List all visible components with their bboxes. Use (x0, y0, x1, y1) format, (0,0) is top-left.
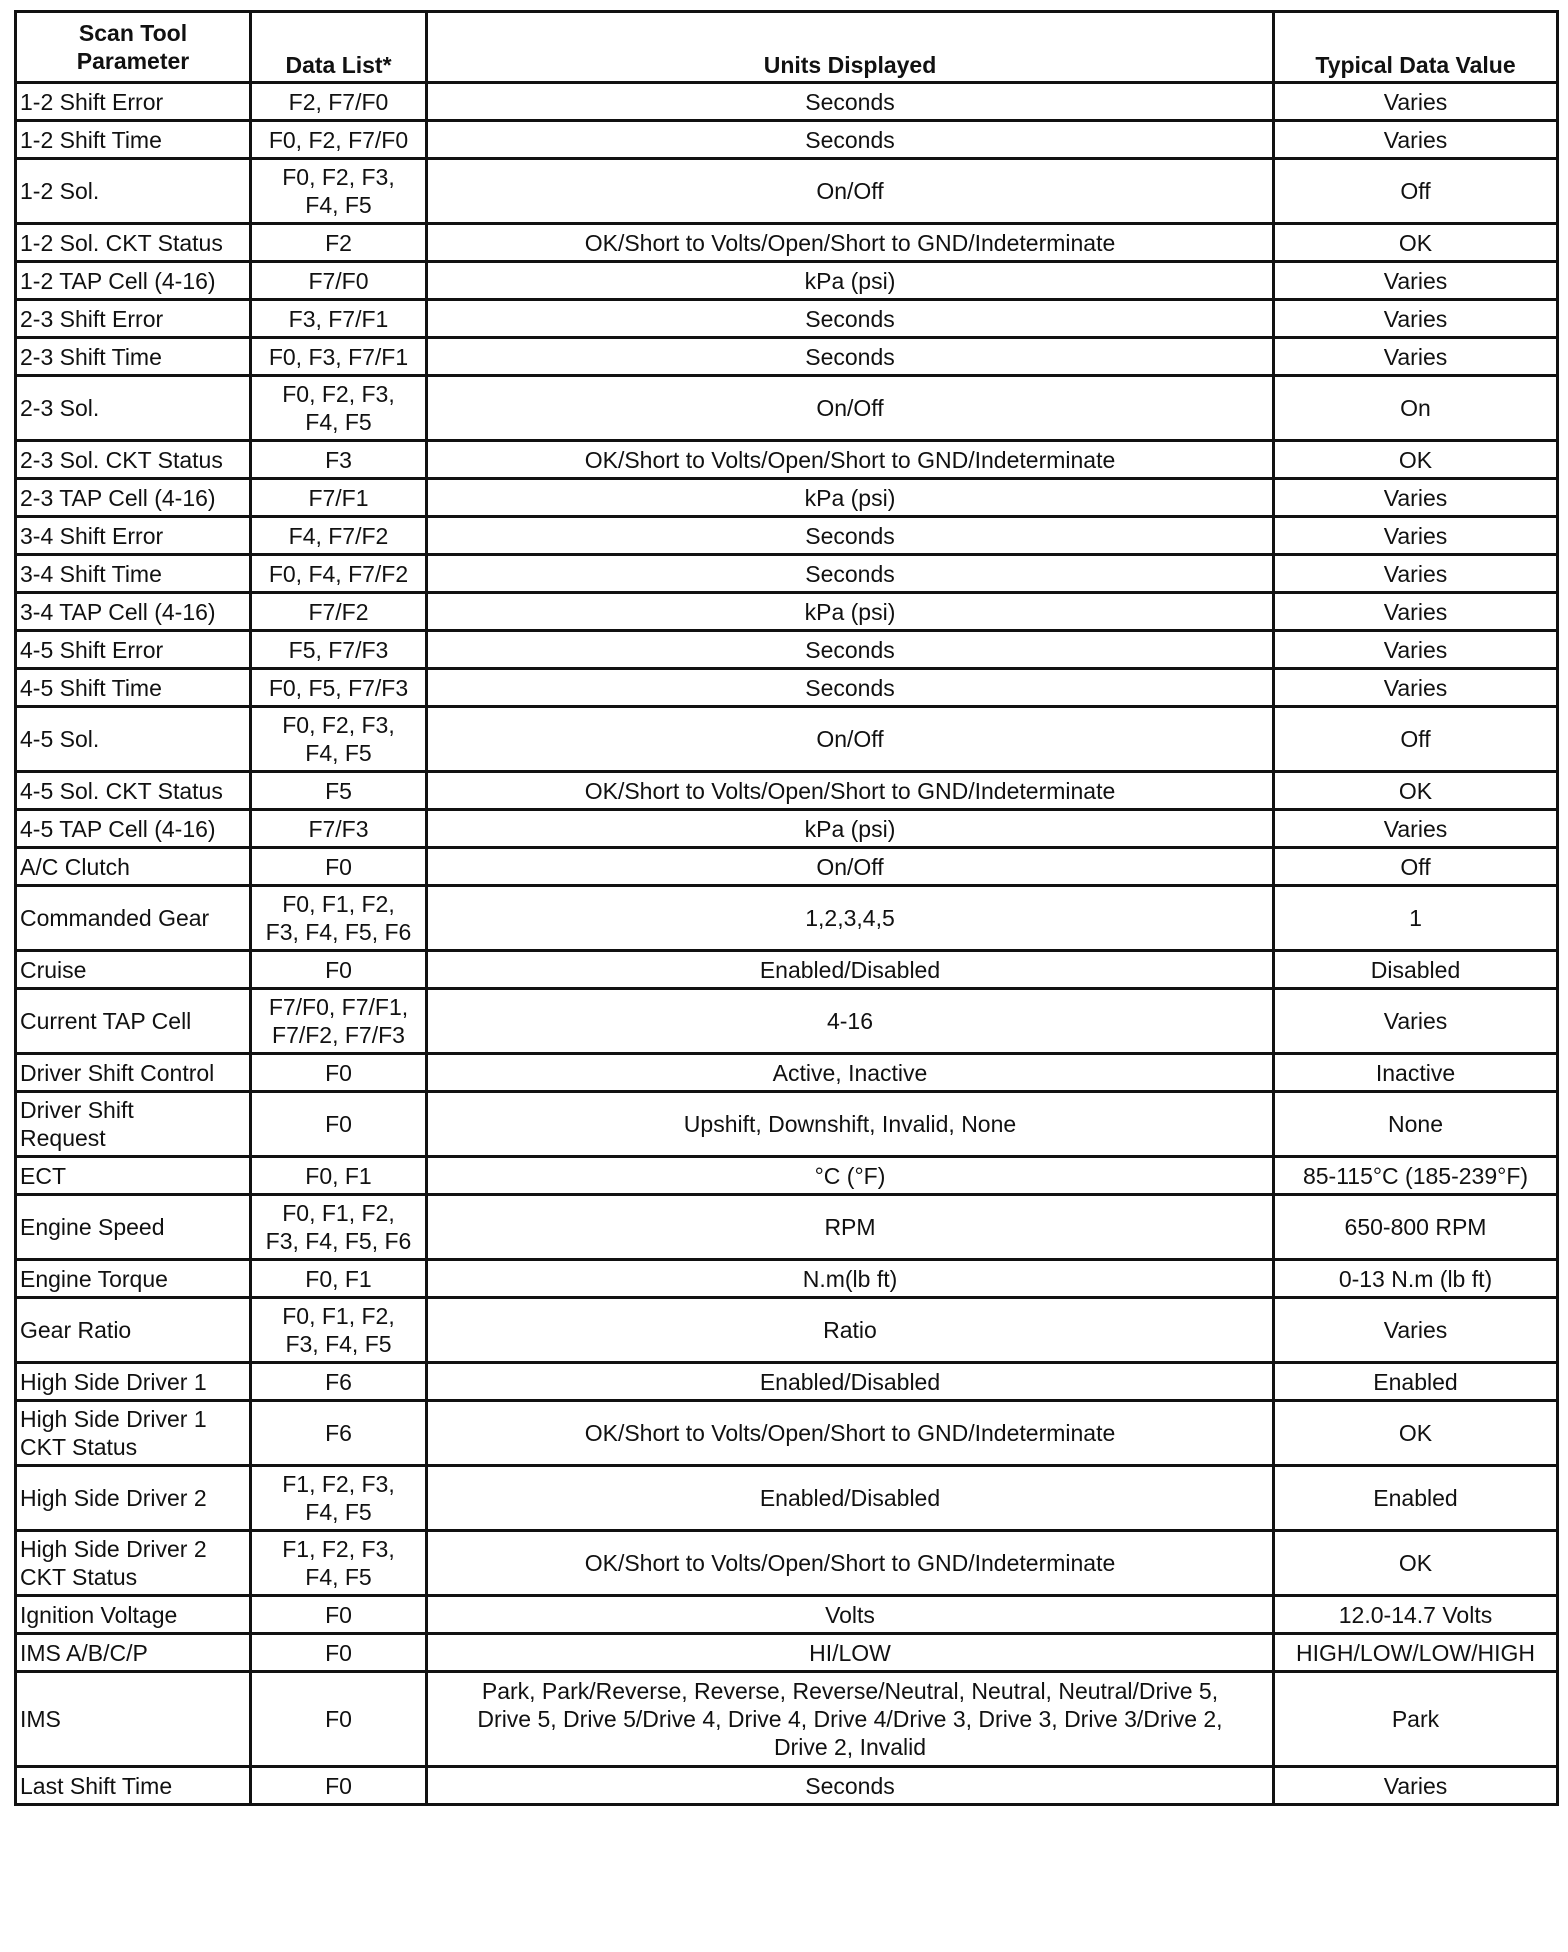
table-row (16, 951, 1558, 989)
typical-value-cell: Off (1274, 159, 1558, 224)
typical-value-cell: Varies (1274, 517, 1558, 555)
units-cell: OK/Short to Volts/Open/Short to GND/Indeterminate (427, 441, 1274, 479)
parameter-cell: IMS (16, 1672, 251, 1767)
table-row (16, 1054, 1558, 1092)
table-row (16, 1596, 1558, 1634)
typical-value-cell: Varies (1274, 300, 1558, 338)
typical-value-cell: On (1274, 376, 1558, 441)
table-row (16, 707, 1558, 772)
parameter-cell: 2-3 Sol. CKT Status (16, 441, 251, 479)
typical-value-cell: Varies (1274, 338, 1558, 376)
parameter-cell: A/C Clutch (16, 848, 251, 886)
parameter-cell: Gear Ratio (16, 1298, 251, 1363)
typical-value-cell: Varies (1274, 262, 1558, 300)
data-list-cell: F0 (251, 1672, 427, 1767)
table-row (16, 810, 1558, 848)
table-row (16, 338, 1558, 376)
parameter-cell: 1-2 Shift Time (16, 121, 251, 159)
header-data-list: Data List* (251, 12, 427, 83)
units-cell: On/Off (427, 376, 1274, 441)
parameter-cell: Current TAP Cell (16, 989, 251, 1054)
units-cell: RPM (427, 1195, 1274, 1260)
table-row (16, 1195, 1558, 1260)
parameter-cell: 1-2 TAP Cell (4-16) (16, 262, 251, 300)
units-cell: Seconds (427, 300, 1274, 338)
units-cell: Park, Park/Reverse, Reverse, Reverse/Neutral, Neutral, Neutral/Drive 5, Drive 5, Drive 5/Drive 4, Drive 4, Drive 4/Drive 3, Drive 3, Drive 3/Drive 2, Drive 2, Invalid (427, 1672, 1274, 1767)
units-cell: N.m(lb ft) (427, 1260, 1274, 1298)
header-units: Units Displayed (427, 12, 1274, 83)
units-cell: kPa (psi) (427, 479, 1274, 517)
typical-value-cell: OK (1274, 224, 1558, 262)
units-cell: Volts (427, 1596, 1274, 1634)
typical-value-cell: HIGH/LOW/LOW/HIGH (1274, 1634, 1558, 1672)
data-list-cell: F0, F4, F7/F2 (251, 555, 427, 593)
data-list-cell: F0 (251, 1634, 427, 1672)
table-row (16, 224, 1558, 262)
units-cell: On/Off (427, 848, 1274, 886)
table-row (16, 555, 1558, 593)
data-list-cell: F0, F1, F2, F3, F4, F5, F6 (251, 1195, 427, 1260)
units-cell: Seconds (427, 555, 1274, 593)
table-row (16, 441, 1558, 479)
typical-value-cell: Park (1274, 1672, 1558, 1767)
parameter-cell: 2-3 Shift Error (16, 300, 251, 338)
typical-value-cell: Varies (1274, 1767, 1558, 1805)
parameter-cell: Cruise (16, 951, 251, 989)
parameter-cell: Driver Shift Request (16, 1092, 251, 1157)
units-cell: OK/Short to Volts/Open/Short to GND/Indeterminate (427, 772, 1274, 810)
table-row (16, 989, 1558, 1054)
parameter-cell: 4-5 Shift Time (16, 669, 251, 707)
data-list-cell: F7/F0 (251, 262, 427, 300)
data-list-cell: F5, F7/F3 (251, 631, 427, 669)
units-cell: Seconds (427, 83, 1274, 121)
parameter-cell: 3-4 Shift Time (16, 555, 251, 593)
typical-value-cell: Varies (1274, 83, 1558, 121)
typical-value-cell: Off (1274, 707, 1558, 772)
typical-value-cell: Varies (1274, 810, 1558, 848)
typical-value-cell: 85-115°C (185-239°F) (1274, 1157, 1558, 1195)
table-row (16, 1401, 1558, 1466)
units-cell: Enabled/Disabled (427, 951, 1274, 989)
scan-tool-data-table (14, 10, 1559, 1806)
table-row (16, 300, 1558, 338)
parameter-cell: 4-5 Sol. CKT Status (16, 772, 251, 810)
data-list-cell: F0, F5, F7/F3 (251, 669, 427, 707)
parameter-cell: 3-4 TAP Cell (4-16) (16, 593, 251, 631)
data-list-cell: F0, F3, F7/F1 (251, 338, 427, 376)
units-cell: °C (°F) (427, 1157, 1274, 1195)
units-cell: Enabled/Disabled (427, 1363, 1274, 1401)
parameter-cell: 2-3 TAP Cell (4-16) (16, 479, 251, 517)
table-row (16, 1466, 1558, 1531)
parameter-cell: 2-3 Sol. (16, 376, 251, 441)
parameter-cell: Last Shift Time (16, 1767, 251, 1805)
units-cell: Upshift, Downshift, Invalid, None (427, 1092, 1274, 1157)
data-list-cell: F1, F2, F3, F4, F5 (251, 1531, 427, 1596)
typical-value-cell: Enabled (1274, 1466, 1558, 1531)
typical-value-cell: OK (1274, 441, 1558, 479)
typical-value-cell: Varies (1274, 555, 1558, 593)
table-row (16, 848, 1558, 886)
typical-value-cell: Disabled (1274, 951, 1558, 989)
parameter-cell: High Side Driver 2 (16, 1466, 251, 1531)
parameter-cell: 1-2 Sol. CKT Status (16, 224, 251, 262)
parameter-cell: 4-5 TAP Cell (4-16) (16, 810, 251, 848)
units-cell: HI/LOW (427, 1634, 1274, 1672)
parameter-cell: High Side Driver 1 (16, 1363, 251, 1401)
data-list-cell: F0 (251, 1596, 427, 1634)
table-row (16, 1767, 1558, 1805)
parameter-cell: Ignition Voltage (16, 1596, 251, 1634)
data-list-cell: F0 (251, 848, 427, 886)
units-cell: Active, Inactive (427, 1054, 1274, 1092)
data-list-cell: F3 (251, 441, 427, 479)
table-row (16, 121, 1558, 159)
data-list-cell: F6 (251, 1363, 427, 1401)
header-typical: Typical Data Value (1274, 12, 1558, 83)
data-list-cell: F0, F2, F3, F4, F5 (251, 376, 427, 441)
units-cell: Enabled/Disabled (427, 1466, 1274, 1531)
typical-value-cell: Enabled (1274, 1363, 1558, 1401)
data-list-cell: F0, F1, F2, F3, F4, F5 (251, 1298, 427, 1363)
table-row (16, 631, 1558, 669)
parameter-cell: ECT (16, 1157, 251, 1195)
units-cell: 1,2,3,4,5 (427, 886, 1274, 951)
typical-value-cell: Off (1274, 848, 1558, 886)
units-cell: OK/Short to Volts/Open/Short to GND/Indeterminate (427, 1401, 1274, 1466)
data-list-cell: F7/F3 (251, 810, 427, 848)
typical-value-cell: Varies (1274, 1298, 1558, 1363)
typical-value-cell: Varies (1274, 669, 1558, 707)
table-row (16, 1157, 1558, 1195)
units-cell: Seconds (427, 631, 1274, 669)
typical-value-cell: OK (1274, 1401, 1558, 1466)
typical-value-cell: 650-800 RPM (1274, 1195, 1558, 1260)
data-list-cell: F0 (251, 1054, 427, 1092)
typical-value-cell: 0-13 N.m (lb ft) (1274, 1260, 1558, 1298)
table-row (16, 1092, 1558, 1157)
table-row (16, 1672, 1558, 1767)
data-list-cell: F7/F0, F7/F1, F7/F2, F7/F3 (251, 989, 427, 1054)
header-parameter: Scan Tool Parameter (16, 12, 251, 83)
parameter-cell: 4-5 Shift Error (16, 631, 251, 669)
typical-value-cell: Varies (1274, 631, 1558, 669)
parameter-cell: 3-4 Shift Error (16, 517, 251, 555)
units-cell: kPa (psi) (427, 810, 1274, 848)
typical-value-cell: 12.0-14.7 Volts (1274, 1596, 1558, 1634)
units-cell: 4-16 (427, 989, 1274, 1054)
table-row (16, 1260, 1558, 1298)
table-row (16, 262, 1558, 300)
data-list-cell: F1, F2, F3, F4, F5 (251, 1466, 427, 1531)
parameter-cell: IMS A/B/C/P (16, 1634, 251, 1672)
table-row (16, 1363, 1558, 1401)
data-list-cell: F2 (251, 224, 427, 262)
parameter-cell: 4-5 Sol. (16, 707, 251, 772)
units-cell: kPa (psi) (427, 262, 1274, 300)
data-list-cell: F5 (251, 772, 427, 810)
units-cell: Seconds (427, 517, 1274, 555)
parameter-cell: 1-2 Sol. (16, 159, 251, 224)
parameter-cell: 2-3 Shift Time (16, 338, 251, 376)
table-row (16, 1531, 1558, 1596)
typical-value-cell: 1 (1274, 886, 1558, 951)
table-row (16, 669, 1558, 707)
data-list-cell: F0, F1 (251, 1157, 427, 1195)
parameter-cell: 1-2 Shift Error (16, 83, 251, 121)
typical-value-cell: Varies (1274, 479, 1558, 517)
table-row (16, 83, 1558, 121)
table-row (16, 1298, 1558, 1363)
data-list-cell: F0 (251, 1092, 427, 1157)
typical-value-cell: Varies (1274, 989, 1558, 1054)
typical-value-cell: Inactive (1274, 1054, 1558, 1092)
parameter-cell: Driver Shift Control (16, 1054, 251, 1092)
units-cell: Ratio (427, 1298, 1274, 1363)
table-row (16, 479, 1558, 517)
units-cell: Seconds (427, 669, 1274, 707)
data-list-cell: F3, F7/F1 (251, 300, 427, 338)
data-list-cell: F0, F1 (251, 1260, 427, 1298)
data-list-cell: F0, F1, F2, F3, F4, F5, F6 (251, 886, 427, 951)
parameter-cell: Engine Speed (16, 1195, 251, 1260)
data-list-cell: F0, F2, F3, F4, F5 (251, 707, 427, 772)
data-list-cell: F0 (251, 951, 427, 989)
table-row (16, 376, 1558, 441)
table-header-row (16, 12, 1558, 83)
data-list-cell: F4, F7/F2 (251, 517, 427, 555)
units-cell: Seconds (427, 121, 1274, 159)
parameter-cell: High Side Driver 2 CKT Status (16, 1531, 251, 1596)
parameter-cell: Commanded Gear (16, 886, 251, 951)
units-cell: OK/Short to Volts/Open/Short to GND/Indeterminate (427, 224, 1274, 262)
data-list-cell: F0, F2, F3, F4, F5 (251, 159, 427, 224)
table-row (16, 593, 1558, 631)
table-row (16, 1634, 1558, 1672)
data-list-cell: F0, F2, F7/F0 (251, 121, 427, 159)
table-row (16, 517, 1558, 555)
data-list-cell: F6 (251, 1401, 427, 1466)
typical-value-cell: Varies (1274, 593, 1558, 631)
units-cell: OK/Short to Volts/Open/Short to GND/Indeterminate (427, 1531, 1274, 1596)
table-body (16, 83, 1558, 1805)
typical-value-cell: None (1274, 1092, 1558, 1157)
typical-value-cell: Varies (1274, 121, 1558, 159)
units-cell: kPa (psi) (427, 593, 1274, 631)
scan-tool-data-table-container (14, 10, 1556, 1806)
units-cell: On/Off (427, 159, 1274, 224)
typical-value-cell: OK (1274, 1531, 1558, 1596)
data-list-cell: F7/F1 (251, 479, 427, 517)
units-cell: Seconds (427, 1767, 1274, 1805)
parameter-cell: Engine Torque (16, 1260, 251, 1298)
typical-value-cell: OK (1274, 772, 1558, 810)
units-cell: Seconds (427, 338, 1274, 376)
table-row (16, 886, 1558, 951)
table-row (16, 159, 1558, 224)
parameter-cell: High Side Driver 1 CKT Status (16, 1401, 251, 1466)
units-cell: On/Off (427, 707, 1274, 772)
data-list-cell: F2, F7/F0 (251, 83, 427, 121)
data-list-cell: F0 (251, 1767, 427, 1805)
table-row (16, 772, 1558, 810)
data-list-cell: F7/F2 (251, 593, 427, 631)
